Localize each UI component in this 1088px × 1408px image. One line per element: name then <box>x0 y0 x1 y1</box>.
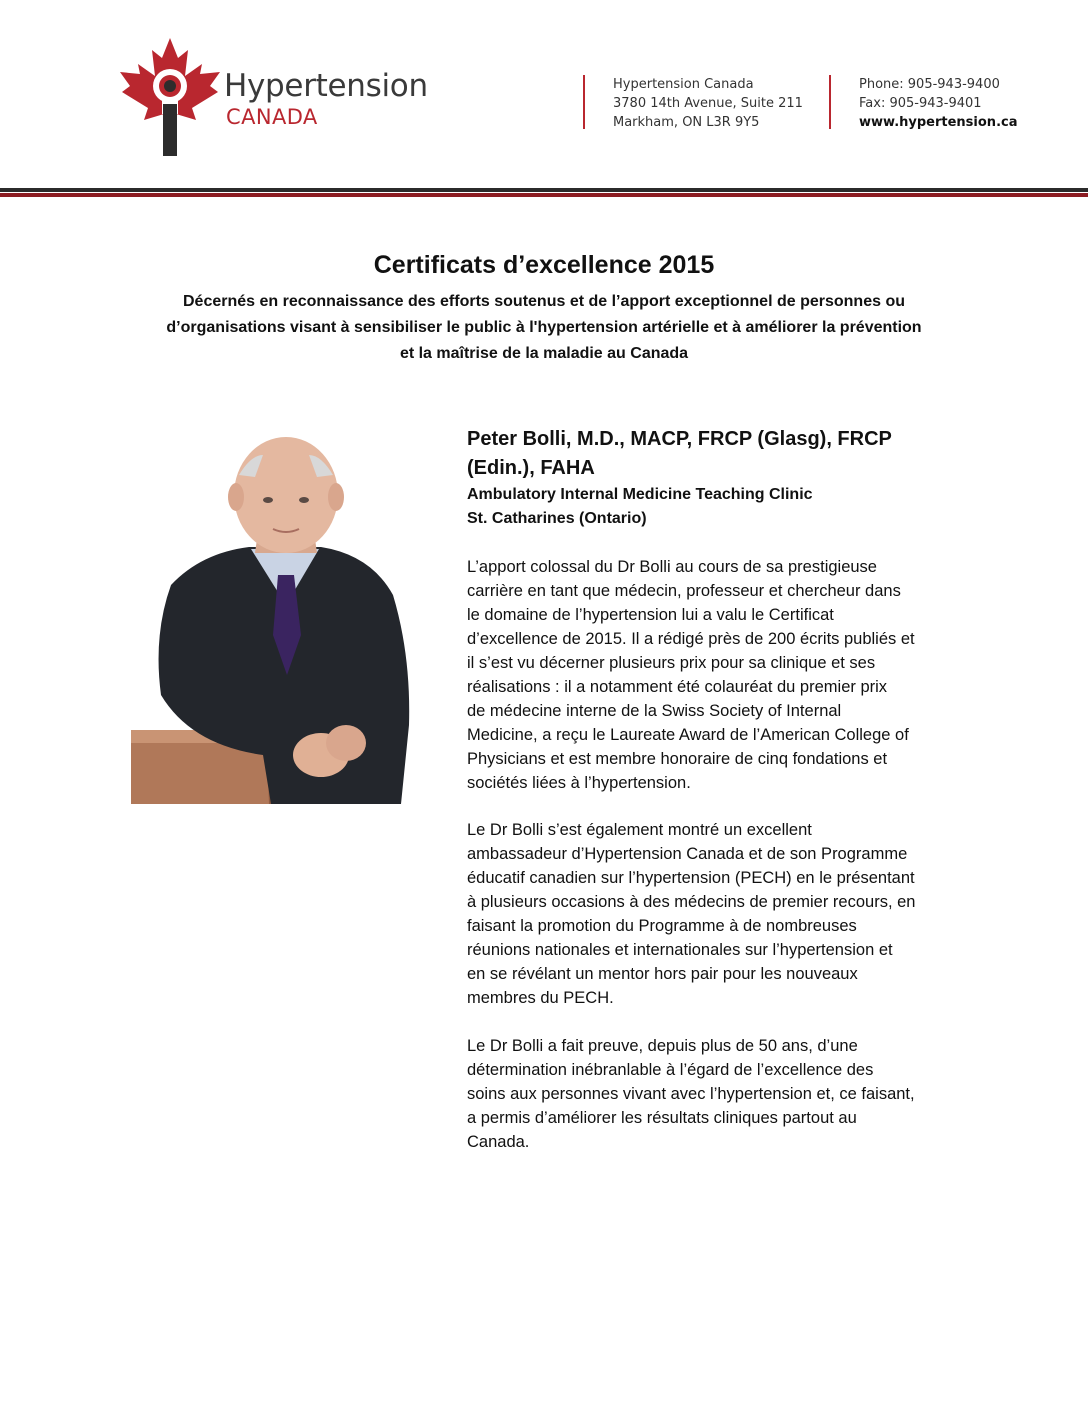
address-block <box>613 75 803 132</box>
hypertension-canada-logo <box>118 38 438 156</box>
paragraph-line: de médecine interne de la Swiss Society of Internal <box>467 702 842 720</box>
recipient-portrait-photo <box>131 425 440 804</box>
address-city: Markham, ON L3R 9Y5 <box>613 115 760 130</box>
affiliation-line: Ambulatory Internal Medicine Teaching Clinic <box>467 486 813 503</box>
paragraph-line: éducatif canadien sur l’hypertension (PECH) en le présentant <box>467 869 915 887</box>
website-link[interactable]: www.hypertension.ca <box>859 115 1018 130</box>
paragraph-line: Physicians et est membre honoraire de cinq fondations et <box>467 750 888 768</box>
address-street: 3780 14th Avenue, Suite 211 <box>613 96 803 111</box>
paragraph-line: en se révélant un mentor hors pair pour les nouveaux <box>467 965 858 983</box>
paragraph-line: a permis d’améliorer les résultats cliniques partout au <box>467 1109 857 1127</box>
paragraph-line: réunions nationales et internationales sur l’hypertension et <box>467 941 893 959</box>
subtitle-line: Décernés en reconnaissance des efforts soutenus et de l’apport exceptionnel de personnes ou <box>183 293 905 310</box>
paragraph-line: membres du PECH. <box>467 989 614 1007</box>
contact-fax: Fax: 905-943-9401 <box>859 96 982 111</box>
paragraph-line: Le Dr Bolli s’est également montré un excellent <box>467 821 812 839</box>
body-paragraph-1 <box>467 555 987 795</box>
recipient-name-line: Peter Bolli, M.D., MACP, FRCP (Glasg), FRCP <box>467 428 892 450</box>
paragraph-line: il s’est vu décerner plusieurs prix pour sa clinique et ses <box>467 654 876 672</box>
paragraph-line: L’apport colossal du Dr Bolli au cours de sa prestigieuse <box>467 558 877 576</box>
address-org: Hypertension Canada <box>613 77 754 92</box>
body-paragraph-3 <box>467 1034 987 1154</box>
paragraph-line: détermination inébranlable à l’égard de l’excellence des <box>467 1061 874 1079</box>
page-title: Certificats d’excellence 2015 <box>373 251 715 279</box>
contact-block <box>859 75 1017 132</box>
header-rule-red <box>0 193 1088 197</box>
paragraph-line: d’excellence de 2015. Il a rédigé près de 200 écrits publiés et <box>467 630 915 648</box>
maple-leaf-logo-icon <box>118 38 223 156</box>
paragraph-line: Le Dr Bolli a fait preuve, depuis plus de 50 ans, d’une <box>467 1037 858 1055</box>
logo-wordmark-canada: CANADA <box>226 105 318 129</box>
affiliation-line: St. Catharines (Ontario) <box>467 510 647 527</box>
logo-wordmark-hypertension: Hypertension <box>224 68 428 104</box>
recipient-name <box>467 425 987 483</box>
header-divider <box>583 75 585 129</box>
recipient-name-line: (Edin.), FAHA <box>467 457 595 479</box>
paragraph-line: carrière en tant que médecin, professeur et chercheur dans <box>467 582 901 600</box>
body-paragraph-2 <box>467 818 987 1010</box>
paragraph-line: faisant la promotion du Programme à de nombreuses <box>467 917 857 935</box>
paragraph-line: ambassadeur d’Hypertension Canada et de son Programme <box>467 845 908 863</box>
page-subtitle <box>100 289 988 367</box>
paragraph-line: réalisations : il a notamment été colauréat du premier prix <box>467 678 888 696</box>
paragraph-line: Medicine, a reçu le Laureate Award de l’American College of <box>467 726 909 744</box>
paragraph-line: le domaine de l’hypertension lui a valu le Certificat <box>467 606 834 624</box>
subtitle-line: d’organisations visant à sensibiliser le public à l'hypertension artérielle et à améliorer la prévention <box>166 319 922 336</box>
paragraph-line: Canada. <box>467 1133 530 1151</box>
recipient-affiliation <box>467 483 987 531</box>
subtitle-line: et la maîtrise de la maladie au Canada <box>399 345 689 362</box>
paragraph-line: à plusieurs occasions à des médecins de premier recours, en <box>467 893 916 911</box>
paragraph-line: soins aux personnes vivant avec l’hypertension et, ce faisant, <box>467 1085 915 1103</box>
header-divider <box>829 75 831 129</box>
header-rule-dark <box>0 188 1088 192</box>
paragraph-line: sociétés liées à l’hypertension. <box>467 774 691 792</box>
contact-phone: Phone: 905-943-9400 <box>859 77 1000 92</box>
